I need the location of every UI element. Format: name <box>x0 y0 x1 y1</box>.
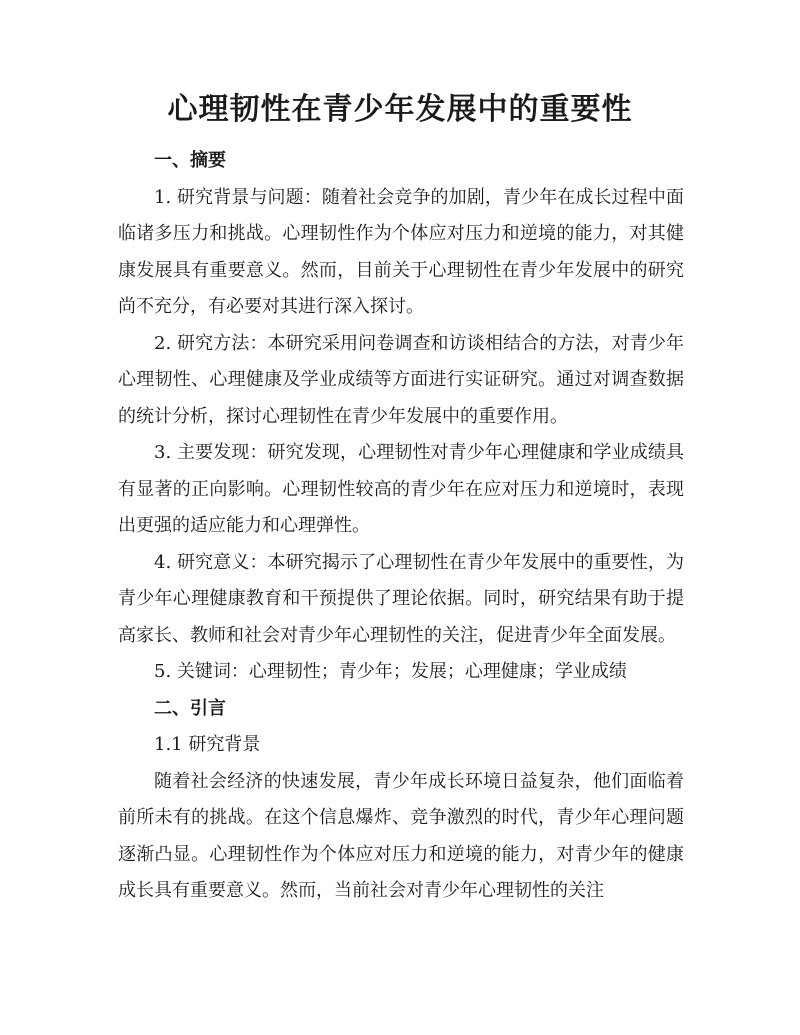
section-heading-introduction: 二、引言 <box>154 697 226 719</box>
document-body <box>118 143 684 910</box>
paragraph-keywords: 5. 关键词：心理韧性；青少年；发展；心理健康；学业成绩 <box>154 661 627 682</box>
subsection-heading-background: 1.1 研究背景 <box>154 734 261 755</box>
section-heading-abstract: 一、摘要 <box>154 150 226 171</box>
document-title: 心理韧性在青少年发展中的重要性 <box>167 92 633 127</box>
paragraph-intro-body: 随着社会经济的快速发展，青少年成长环境日益复杂，他们面临着前所未有的挑战。在这个信息爆炸、竞争激烈的时代，青少年心理问题逐渐凸显。心理韧性作为个体应对压力和逆境的能力，对青少年的健康成长具有重要意义。然而，当前社会对青少年心理韧性的关注 <box>118 770 684 901</box>
paragraph-method: 2. 研究方法：本研究采用问卷调查和访谈相结合的方法，对青少年心理韧性、心理健康及学业成绩等方面进行实证研究。通过对调查数据的统计分析，探讨心理韧性在青少年发展中的重要作用。 <box>118 332 684 427</box>
paragraph-background: 1. 研究背景与问题：随着社会竞争的加剧，青少年在成长过程中面临诸多压力和挑战。心理韧性作为个体应对压力和逆境的能力，对其健康发展具有重要意义。然而，目前关于心理韧性在青少年发展中的研究尚不充分，有必要对其进行深入探讨。 <box>118 186 684 317</box>
paragraph-significance: 4. 研究意义：本研究揭示了心理韧性在青少年发展中的重要性，为青少年心理健康教育和干预提供了理论依据。同时，研究结果有助于提高家长、教师和社会对青少年心理韧性的关注，促进青少年全面发展。 <box>118 551 684 646</box>
paragraph-findings: 3. 主要发现：研究发现，心理韧性对青少年心理健康和学业成绩具有显著的正向影响。心理韧性较高的青少年在应对压力和逆境时，表现出更强的适应能力和心理弹性。 <box>118 442 684 536</box>
